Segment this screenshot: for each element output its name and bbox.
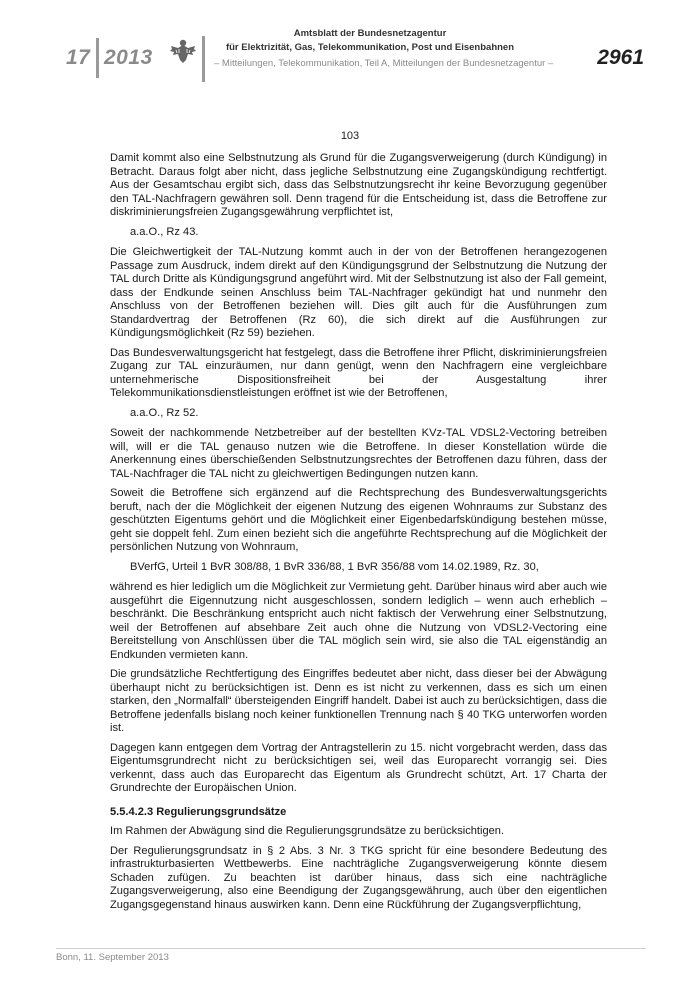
section-label: – Mitteilungen, Telekommunikation, Teil A, Mitteilungen der Bundesnetzagentur – [214,58,554,69]
paragraph: Im Rahmen der Abwägung sind die Regulierungsgrundsätze zu berücksichtigen. [110,825,505,837]
footer-date: Bonn, 11. September 2013 [56,952,169,963]
footer-divider [56,948,646,949]
issue-number: 17 [66,46,91,69]
gazette-title: Amtsblatt der Bundesnetzagentur [293,28,447,39]
paragraph: Die grundsätzliche Rechtfertigung des Eingriffes bedeutet aber nicht, dass dieser bei der Abwägung überhaupt nicht zu berücksichtigen ist. Denn es ist nicht zu verkennen, dass es sich um einen starken, den „Normalfall“ übersteigenden Eingriff handelt. Dabei ist auch zu berücksichtigen, dass die Betroffene jedenfalls bislang noch keiner funktionellen Trennung nach § 40 TKG unterworfen worden ist. [110,668,607,734]
inner-page-number: 103 [340,130,360,142]
citation: BVerfG, Urteil 1 BvR 308/88, 1 BvR 336/88, 1 BvR 356/88 vom 14.02.1989, Rz. 30, [130,560,539,573]
paragraph: Soweit die Betroffene sich ergänzend auf die Rechtsprechung des Bundesverwaltungsgerichts beruft, nach der die Möglichkeit der eigenen Nutzung des eigenen Wohnraums zur Substanz des geschützten Eigentums gehört und die Möglichkeit einer Eigenbedarfskündigung bestehen müsse, geht sie doppelt fehl. Zum einen bezieht sich die angeführte Rechtsprechung auf die Möglichkeit der persönlichen Nutzung von Wohnraum, [110,487,607,553]
paragraph: Damit kommt also eine Selbstnutzung als Grund für die Zugangsverweigerung (durch Kündigung) in Betracht. Daraus folgt aber nicht, dass jegliche Selbstnutzung eine Zugangskündigung rechtfertigt. Aus der Gesamtschau ergibt sich, dass das Selbstnutzungsrecht ihr keine Bevorzugung gegenüber den TAL-Nachfragern gewähren soll. Denn tragend für die Entscheidung ist, dass die Betroffene zur diskriminierungsfreien Zugangsgewährung verpflichtet ist, [110,152,607,218]
paragraph: Das Bundesverwaltungsgericht hat festgelegt, dass die Betroffene ihrer Pflicht, diskriminierungsfreien Zugang zur TAL einzuräumen, nur dann genügt, wenn den Nachfragern eine vergleichbare unternehmerische Dispositionsfreiheit bei der Ausgestaltung ihrer Telekommunikationsdienstleistungen eröffnet ist wie der Betroffenen, [110,346,607,399]
gazette-subtitle: für Elektrizität, Gas, Telekommunikation, Post und Eisenbahnen [225,42,515,53]
header-divider-2 [202,36,205,82]
paragraph: Die Gleichwertigkeit der TAL-Nutzung kommt auch in der von der Betroffenen herangezogenen Passage zum Ausdruck, indem direkt auf den Kündigungsgrund der Selbstnutzung die Nutzung der TAL durch Dritte als Kündigungsgrund angeführt wird. Mit der Selbstnutzung ist also der Fall gemeint, dass der Endkunde seinen Anschluss beim TAL-Nachfrager gekündigt hat und nunmehr den Anschluss von der Betroffenen beziehen will. Dies gilt auch für die Ausführungen zum Standardvertrag der Betroffenen (Rz 60), die sich direkt auf die Ausführungen zur Kündigungsmöglichkeit (Rz 59) beziehen. [110,246,608,339]
paragraph: Soweit der nachkommende Netzbetreiber auf der bestellten KVz-TAL VDSL2-Vectoring betreiben will, will er die TAL genauso nutzen wie die Betroffene. In dieser Konstellation würde die Anerkennung eines überschießenden Selbstnutzungsrechtes der Betroffenen dazu führen, dass der TAL-Nachfrager die TAL nicht zu gleichwertigen Bedingungen nutzen kann. [110,427,607,480]
document-body [110,152,607,918]
federal-eagle-icon [168,36,198,66]
section-heading: 5.5.4.2.3 Regulierungsgrundsätze [110,805,287,818]
paragraph: Dagegen kann entgegen dem Vortrag der Antragstellerin zu 15. nicht vorgebracht werden, dass das Eigentumsgrundrecht nicht zu berücksichtigen sei, weil das Europarecht vorrangig sei. Dies verkennt, dass auch das Europarecht das Eigentum als Grundrecht schützt, Art. 17 Charta der Grundrechte der Europäischen Union. [110,741,607,794]
page-header [0,0,700,90]
paragraph: während es hier lediglich um die Möglichkeit zur Vermietung geht. Darüber hinaus wird aber auch wie ausgeführt die Eigennutzung nicht ausgeschlossen, sondern lediglich – wenn auch erheblich – beschränkt. Die Beschränkung entspricht auch nicht faktisch der Verwehrung einer Selbstnutzung, weil der Betroffenen auf absehbare Zeit auch ohne die Nutzung von VDSL2-Vectoring eine Bereitstellung von Anschlüssen über die TAL möglich sein wird, sie also die TAL eigenständig an Endkunden vermieten kann. [110,581,608,661]
citation: a.a.O., Rz 43. [130,225,199,238]
issue-year: 2013 [104,46,153,69]
header-divider [96,38,99,78]
paragraph: Der Regulierungsgrundsatz in § 2 Abs. 3 Nr. 3 TKG spricht für eine besondere Bedeutung des infrastrukturbasierten Wettbewerbs. Eine nachträgliche Zugangsverweigerung könnte diesem Schaden zufügen. Zu beachten ist darüber hinaus, dass sich eine nachträgliche Zugangsverweigerung, also eine Beendigung der Zugangsgewährung, auch über den eigentlichen Zugangsgegenstand hinaus auswirken kann. Denn eine Rückführung der Zugangsverpflichtung, [110,844,607,911]
citation: a.a.O., Rz 52. [130,406,199,419]
page-number: 2961 [597,46,644,69]
